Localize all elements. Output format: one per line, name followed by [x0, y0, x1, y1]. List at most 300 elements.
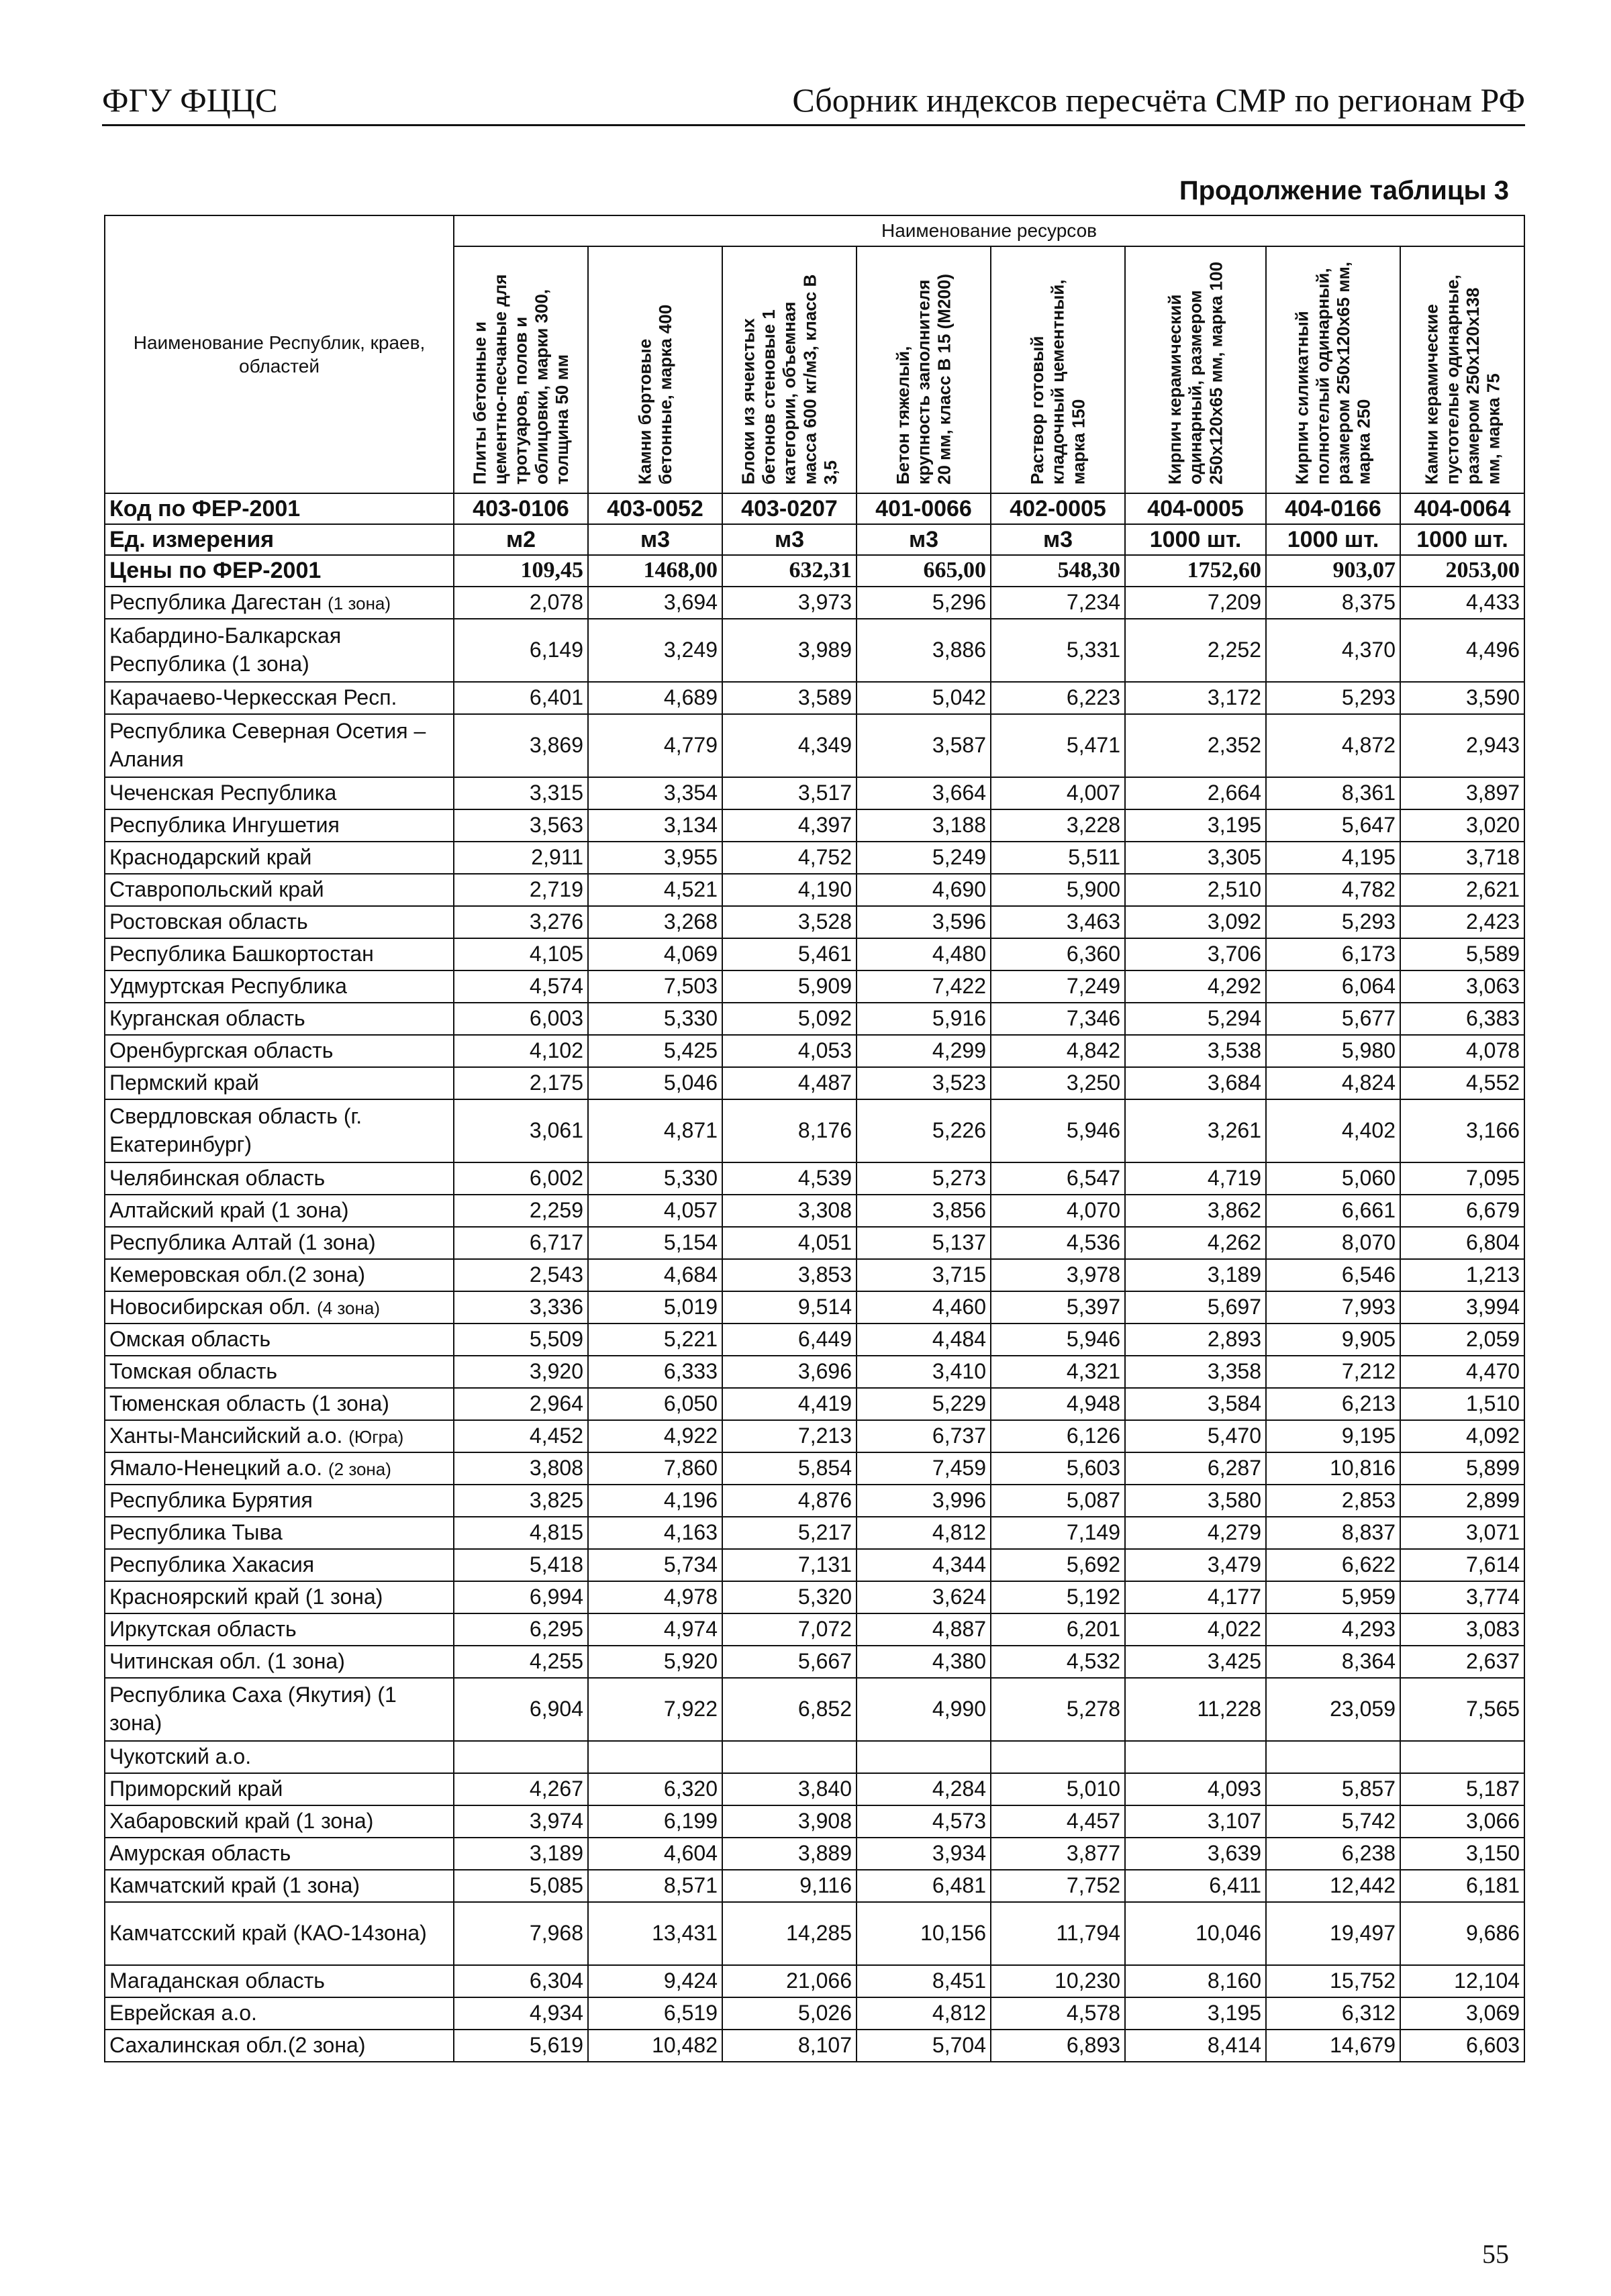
index-value: 2,175 — [454, 1067, 588, 1099]
index-value: 7,752 — [991, 1870, 1125, 1902]
index-value: 3,664 — [857, 777, 991, 809]
index-value: 3,134 — [588, 809, 722, 842]
index-value: 23,059 — [1266, 1678, 1400, 1741]
index-value: 7,131 — [722, 1549, 857, 1581]
index-value: 3,856 — [857, 1195, 991, 1227]
region-label: Курганская область — [109, 1005, 305, 1030]
index-value: 2,943 — [1400, 714, 1524, 777]
table-row — [105, 1324, 1524, 1356]
table-row — [105, 809, 1524, 842]
index-value: 4,177 — [1125, 1581, 1266, 1613]
index-value: 5,857 — [1266, 1773, 1400, 1805]
index-value: 7,209 — [1125, 587, 1266, 619]
table-row — [105, 1870, 1524, 1902]
region-name — [105, 1162, 454, 1195]
region-label: Республика Башкортостан — [109, 941, 374, 966]
table-row — [105, 1517, 1524, 1549]
index-value: 7,249 — [991, 970, 1125, 1003]
index-value: 6,804 — [1400, 1227, 1524, 1259]
unit-row-cell: м3 — [722, 524, 857, 555]
index-value: 3,808 — [454, 1452, 588, 1485]
region-name — [105, 938, 454, 970]
index-value: 7,346 — [991, 1003, 1125, 1035]
region-name — [105, 1646, 454, 1678]
region-name — [105, 1581, 454, 1613]
price-row-cell: 1468,00 — [588, 555, 722, 586]
table-row — [105, 1965, 1524, 1997]
index-value: 3,354 — [588, 777, 722, 809]
region-label: Амурская область — [109, 1840, 291, 1865]
index-value: 6,050 — [588, 1388, 722, 1420]
index-value: 6,287 — [1125, 1452, 1266, 1485]
index-value: 3,092 — [1125, 906, 1266, 938]
region-label: Республика Саха (Якутия) (1 зона) — [109, 1682, 397, 1735]
index-value: 7,212 — [1266, 1356, 1400, 1388]
index-value: 5,192 — [991, 1581, 1125, 1613]
index-value: 1,213 — [1400, 1259, 1524, 1291]
region-label: Томская область — [109, 1358, 278, 1383]
index-value: 4,255 — [454, 1646, 588, 1678]
region-name — [105, 1773, 454, 1805]
region-label: Кемеровская обл.(2 зона) — [109, 1262, 366, 1287]
region-name — [105, 809, 454, 842]
index-value: 6,295 — [454, 1613, 588, 1646]
index-value: 6,449 — [722, 1324, 857, 1356]
header-rule — [102, 124, 1525, 126]
index-value: 4,195 — [1266, 842, 1400, 874]
resource-name: Камни керамические пустотелые одинарные, размером 250х120х138 мм, марка 75 — [1421, 274, 1504, 485]
index-value: 3,538 — [1125, 1035, 1266, 1067]
index-value: 5,692 — [991, 1549, 1125, 1581]
region-label: Чукотский а.о. — [109, 1744, 252, 1768]
region-name — [105, 1291, 454, 1324]
index-value: 3,869 — [454, 714, 588, 777]
index-value: 4,752 — [722, 842, 857, 874]
index-value: 11,794 — [991, 1902, 1125, 1965]
table-continuation-label: Продолжение таблицы 3 — [1179, 176, 1509, 205]
index-value: 5,509 — [454, 1324, 588, 1356]
index-value: 4,105 — [454, 938, 588, 970]
index-value: 4,480 — [857, 938, 991, 970]
region-name — [105, 1452, 454, 1485]
index-value: 4,190 — [722, 874, 857, 906]
region-label: Республика Дагестан — [109, 589, 322, 614]
table-row — [105, 906, 1524, 938]
index-value: 4,460 — [857, 1291, 991, 1324]
index-value: 3,228 — [991, 809, 1125, 842]
index-value: 5,046 — [588, 1067, 722, 1099]
index-value: 4,070 — [991, 1195, 1125, 1227]
code-row-cell: 403-0207 — [722, 493, 857, 524]
index-value: 6,401 — [454, 682, 588, 714]
index-value: 3,250 — [991, 1067, 1125, 1099]
index-value: 5,154 — [588, 1227, 722, 1259]
index-value: 3,589 — [722, 682, 857, 714]
index-value: 3,825 — [454, 1485, 588, 1517]
index-value: 5,697 — [1125, 1291, 1266, 1324]
index-value: 4,470 — [1400, 1356, 1524, 1388]
region-label: Свердловская область (г. Екатеринбург) — [109, 1103, 362, 1156]
resource-name: Камни бортовые бетонные, марка 400 — [634, 304, 675, 485]
index-value: 10,482 — [588, 2030, 722, 2062]
code-row-cell: 402-0005 — [991, 493, 1125, 524]
code-row-cell: 403-0052 — [588, 493, 722, 524]
region-name — [105, 1613, 454, 1646]
index-value: 14,285 — [722, 1902, 857, 1965]
index-value: 5,137 — [857, 1227, 991, 1259]
index-value: 3,624 — [857, 1581, 991, 1613]
index-value: 4,293 — [1266, 1613, 1400, 1646]
index-value: 8,837 — [1266, 1517, 1400, 1549]
index-value: 4,452 — [454, 1420, 588, 1452]
unit-row-label: Ед. измерения — [105, 524, 454, 555]
index-value: 9,514 — [722, 1291, 857, 1324]
index-value: 6,994 — [454, 1581, 588, 1613]
index-value: 3,188 — [857, 809, 991, 842]
table-row — [105, 1902, 1524, 1965]
index-value: 4,974 — [588, 1613, 722, 1646]
index-value: 3,069 — [1400, 1997, 1524, 2030]
table-row — [105, 1678, 1524, 1741]
region-name — [105, 1805, 454, 1838]
price-row-cell: 632,31 — [722, 555, 857, 586]
index-value: 3,563 — [454, 809, 588, 842]
index-value: 4,093 — [1125, 1773, 1266, 1805]
index-value: 7,459 — [857, 1452, 991, 1485]
region-label: Карачаево-Черкесская Респ. — [109, 685, 397, 709]
table-row — [105, 1195, 1524, 1227]
region-label: Ханты-Мансийский а.о. — [109, 1423, 343, 1448]
index-value: 4,419 — [722, 1388, 857, 1420]
index-value: 4,262 — [1125, 1227, 1266, 1259]
table-row — [105, 1259, 1524, 1291]
unit-row-cell: м2 — [454, 524, 588, 555]
index-value: 4,552 — [1400, 1067, 1524, 1099]
unit-row-cell: м3 — [991, 524, 1125, 555]
unit-row-cell: 1000 шт. — [1266, 524, 1400, 555]
index-value: 21,066 — [722, 1965, 857, 1997]
index-value — [588, 1741, 722, 1773]
code-row-cell: 401-0066 — [857, 493, 991, 524]
index-value: 11,228 — [1125, 1678, 1266, 1741]
region-label: Республика Хакасия — [109, 1552, 315, 1577]
index-value: 5,187 — [1400, 1773, 1524, 1805]
index-value: 3,305 — [1125, 842, 1266, 874]
region-name — [105, 1549, 454, 1581]
resource-name: Плиты бетонные и цементно-песчаные для тротуаров, полов и облицовки, марки 300, толщина 50 мм — [469, 274, 573, 485]
org-name: ФГУ ФЦЦС — [102, 81, 278, 119]
index-value: 4,092 — [1400, 1420, 1524, 1452]
document-title: Сборник индексов пересчёта СМР по регионам РФ — [792, 81, 1525, 119]
index-value: 3,268 — [588, 906, 722, 938]
index-value: 3,973 — [722, 587, 857, 619]
index-value: 7,213 — [722, 1420, 857, 1452]
index-value: 4,069 — [588, 938, 722, 970]
index-value: 6,737 — [857, 1420, 991, 1452]
index-value: 3,189 — [454, 1838, 588, 1870]
index-value: 3,308 — [722, 1195, 857, 1227]
index-value: 5,397 — [991, 1291, 1125, 1324]
code-row-cell: 403-0106 — [454, 493, 588, 524]
resource-column-header — [1125, 246, 1266, 493]
index-value: 7,993 — [1266, 1291, 1400, 1324]
price-row-label: Цены по ФЕР-2001 — [105, 555, 454, 586]
index-value: 5,249 — [857, 842, 991, 874]
region-label: Сахалинская обл.(2 зона) — [109, 2032, 366, 2057]
table-row — [105, 1646, 1524, 1678]
index-value: 8,176 — [722, 1099, 857, 1162]
index-value: 3,684 — [1125, 1067, 1266, 1099]
index-value: 6,064 — [1266, 970, 1400, 1003]
index-value: 3,584 — [1125, 1388, 1266, 1420]
index-value: 5,418 — [454, 1549, 588, 1581]
region-label: Чеченская Республика — [109, 780, 337, 805]
table-row — [105, 1805, 1524, 1838]
index-value: 3,063 — [1400, 970, 1524, 1003]
table-row — [105, 587, 1524, 619]
index-value: 14,679 — [1266, 2030, 1400, 2062]
index-value: 4,812 — [857, 1517, 991, 1549]
region-name — [105, 619, 454, 682]
index-value: 5,226 — [857, 1099, 991, 1162]
index-value: 5,320 — [722, 1581, 857, 1613]
index-value: 4,782 — [1266, 874, 1400, 906]
index-value: 4,484 — [857, 1324, 991, 1356]
index-value: 3,889 — [722, 1838, 857, 1870]
index-value: 4,842 — [991, 1035, 1125, 1067]
region-name — [105, 842, 454, 874]
index-value: 4,292 — [1125, 970, 1266, 1003]
price-row-cell: 2053,00 — [1400, 555, 1524, 586]
index-value: 8,571 — [588, 1870, 722, 1902]
price-row — [105, 555, 1524, 586]
index-value: 5,946 — [991, 1324, 1125, 1356]
region-name — [105, 1965, 454, 1997]
index-value: 4,719 — [1125, 1162, 1266, 1195]
region-name — [105, 1356, 454, 1388]
index-value: 6,238 — [1266, 1838, 1400, 1870]
index-value: 7,234 — [991, 587, 1125, 619]
region-name — [105, 1227, 454, 1259]
table-row — [105, 1099, 1524, 1162]
region-name — [105, 714, 454, 777]
index-value: 5,296 — [857, 587, 991, 619]
index-value: 3,706 — [1125, 938, 1266, 970]
index-value: 2,893 — [1125, 1324, 1266, 1356]
price-row-cell: 109,45 — [454, 555, 588, 586]
region-name — [105, 1035, 454, 1067]
index-value: 6,312 — [1266, 1997, 1400, 2030]
index-value: 3,189 — [1125, 1259, 1266, 1291]
index-value: 4,057 — [588, 1195, 722, 1227]
region-name — [105, 1485, 454, 1517]
region-label: Удмуртская Республика — [109, 973, 347, 998]
index-value: 6,320 — [588, 1773, 722, 1805]
index-value: 4,978 — [588, 1581, 722, 1613]
table-row — [105, 682, 1524, 714]
code-row — [105, 493, 1524, 524]
resource-name: Блоки из ячеистых бетонов стеновые 1 категории, объемная масса 600 кг/м3, класс В 3,5 — [738, 274, 841, 485]
code-row-cell: 404-0064 — [1400, 493, 1524, 524]
index-value: 4,574 — [454, 970, 588, 1003]
region-label: Читинская обл. (1 зона) — [109, 1648, 345, 1673]
region-name — [105, 1678, 454, 1741]
index-value: 4,196 — [588, 1485, 722, 1517]
index-value: 7,072 — [722, 1613, 857, 1646]
resource-name: Раствор готовый кладочный цементный, марка 150 — [1026, 279, 1089, 485]
index-value: 3,195 — [1125, 1997, 1266, 2030]
code-row-label: Код по ФЕР-2001 — [105, 493, 454, 524]
index-value: 8,070 — [1266, 1227, 1400, 1259]
region-label: Красноярский край (1 зона) — [109, 1584, 383, 1609]
region-name — [105, 1195, 454, 1227]
region-note: (1 зона) — [328, 593, 391, 613]
index-value: 4,102 — [454, 1035, 588, 1067]
index-value: 5,425 — [588, 1035, 722, 1067]
index-value: 6,149 — [454, 619, 588, 682]
region-label: Еврейская а.о. — [109, 2000, 257, 2025]
index-value: 6,603 — [1400, 2030, 1524, 2062]
resource-column-header — [454, 246, 588, 493]
table-row — [105, 1997, 1524, 2030]
index-value: 4,380 — [857, 1646, 991, 1678]
region-label: Пермский край — [109, 1070, 259, 1095]
index-value: 5,060 — [1266, 1162, 1400, 1195]
table-row — [105, 1067, 1524, 1099]
region-label: Краснодарский край — [109, 844, 312, 869]
table-row — [105, 938, 1524, 970]
resource-column-header — [588, 246, 722, 493]
index-value: 7,968 — [454, 1902, 588, 1965]
resource-column-header — [1400, 246, 1524, 493]
region-note: (Югра) — [348, 1426, 404, 1447]
region-name — [105, 1741, 454, 1773]
table-row — [105, 1356, 1524, 1388]
index-value: 2,911 — [454, 842, 588, 874]
index-value: 7,149 — [991, 1517, 1125, 1549]
index-value: 4,397 — [722, 809, 857, 842]
index-value: 9,195 — [1266, 1420, 1400, 1452]
region-name — [105, 1902, 454, 1965]
region-column-header: Наименование Республик, краев, областей — [105, 215, 454, 493]
region-label: Ростовская область — [109, 909, 308, 934]
index-value: 6,519 — [588, 1997, 722, 2030]
index-value: 4,990 — [857, 1678, 991, 1741]
region-label: Камчатский край (1 зона) — [109, 1873, 360, 1897]
index-value: 3,463 — [991, 906, 1125, 938]
index-value: 3,996 — [857, 1485, 991, 1517]
region-name — [105, 1870, 454, 1902]
index-value: 1,510 — [1400, 1388, 1524, 1420]
index-value: 3,358 — [1125, 1356, 1266, 1388]
index-value: 3,994 — [1400, 1291, 1524, 1324]
index-value: 8,364 — [1266, 1646, 1400, 1678]
index-value: 12,442 — [1266, 1870, 1400, 1902]
index-value: 2,259 — [454, 1195, 588, 1227]
resource-name: Кирпич керамический одинарный, размером 250х120х65 мм, марка 100 — [1164, 261, 1226, 485]
index-value: 3,580 — [1125, 1485, 1266, 1517]
index-value: 3,908 — [722, 1805, 857, 1838]
index-value: 6,717 — [454, 1227, 588, 1259]
resource-column-header — [722, 246, 857, 493]
table-row — [105, 1227, 1524, 1259]
index-value: 3,315 — [454, 777, 588, 809]
index-value: 6,661 — [1266, 1195, 1400, 1227]
region-name — [105, 682, 454, 714]
table-row — [105, 1291, 1524, 1324]
index-value: 3,261 — [1125, 1099, 1266, 1162]
index-value: 10,156 — [857, 1902, 991, 1965]
table-row — [105, 1838, 1524, 1870]
index-value: 2,078 — [454, 587, 588, 619]
code-row-cell: 404-0005 — [1125, 493, 1266, 524]
index-value: 5,330 — [588, 1003, 722, 1035]
index-value: 6,383 — [1400, 1003, 1524, 1035]
index-value: 4,299 — [857, 1035, 991, 1067]
index-value: 5,511 — [991, 842, 1125, 874]
index-value: 5,019 — [588, 1291, 722, 1324]
index-value: 2,621 — [1400, 874, 1524, 906]
index-value: 4,433 — [1400, 587, 1524, 619]
index-value: 3,696 — [722, 1356, 857, 1388]
region-label: Новосибирская обл. — [109, 1294, 311, 1319]
index-value: 19,497 — [1266, 1902, 1400, 1965]
resource-column-header — [991, 246, 1125, 493]
region-note: (2 зона) — [328, 1458, 391, 1479]
index-value: 9,424 — [588, 1965, 722, 1997]
region-name — [105, 906, 454, 938]
index-value: 5,010 — [991, 1773, 1125, 1805]
price-row-cell: 1752,60 — [1125, 555, 1266, 586]
index-value: 12,104 — [1400, 1965, 1524, 1997]
index-value: 5,470 — [1125, 1420, 1266, 1452]
region-name — [105, 1003, 454, 1035]
index-value: 4,163 — [588, 1517, 722, 1549]
index-value: 4,402 — [1266, 1099, 1400, 1162]
index-value: 5,471 — [991, 714, 1125, 777]
index-value: 4,457 — [991, 1805, 1125, 1838]
index-value: 6,481 — [857, 1870, 991, 1902]
index-value: 2,664 — [1125, 777, 1266, 809]
table-row — [105, 1549, 1524, 1581]
index-value: 5,667 — [722, 1646, 857, 1678]
region-name — [105, 1324, 454, 1356]
index-value: 4,812 — [857, 1997, 991, 2030]
index-value — [1125, 1741, 1266, 1773]
index-value: 4,578 — [991, 1997, 1125, 2030]
index-value: 2,352 — [1125, 714, 1266, 777]
index-value: 3,150 — [1400, 1838, 1524, 1870]
index-value: 4,934 — [454, 1997, 588, 2030]
region-label: Магаданская область — [109, 1968, 325, 1993]
index-value — [454, 1741, 588, 1773]
index-value: 4,521 — [588, 874, 722, 906]
index-value: 8,451 — [857, 1965, 991, 1997]
index-value: 4,872 — [1266, 714, 1400, 777]
region-name — [105, 587, 454, 619]
index-value: 3,955 — [588, 842, 722, 874]
price-row-cell: 903,07 — [1266, 555, 1400, 586]
index-value: 4,078 — [1400, 1035, 1524, 1067]
index-value: 4,487 — [722, 1067, 857, 1099]
index-value: 6,126 — [991, 1420, 1125, 1452]
table-row — [105, 1485, 1524, 1517]
index-value: 5,704 — [857, 2030, 991, 2062]
index-value: 4,007 — [991, 777, 1125, 809]
index-value: 7,503 — [588, 970, 722, 1003]
region-name — [105, 777, 454, 809]
index-value: 5,677 — [1266, 1003, 1400, 1035]
